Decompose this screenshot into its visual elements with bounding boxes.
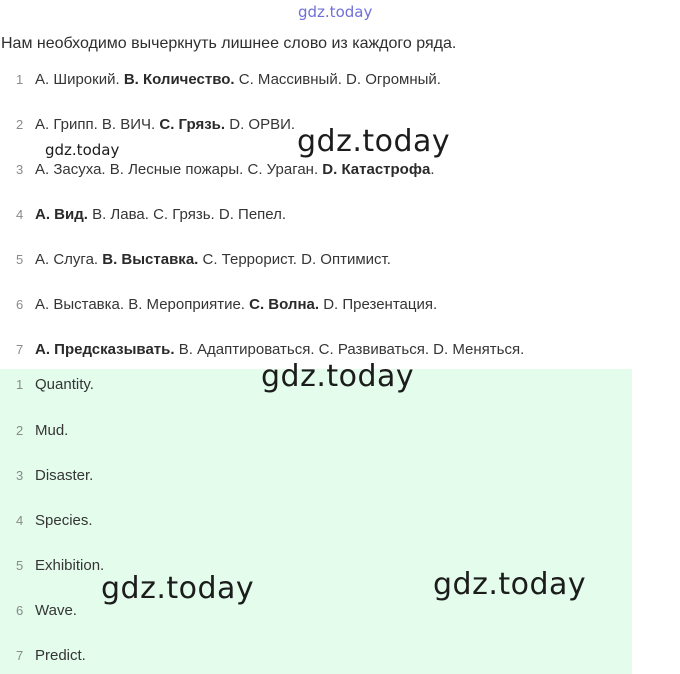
question-text (35, 339, 524, 361)
watermark: gdz.today (45, 141, 120, 159)
option-text: A. Выставка. B. Мероприятие. (35, 296, 250, 313)
question-number: 4 (16, 207, 24, 222)
option-text: D. Презентация. (319, 296, 438, 313)
answer-text: Exhibition. (35, 557, 105, 574)
task-instruction: Нам необходимо вычеркнуть лишнее слово из каждого ряда. (1, 35, 457, 52)
answer-text: Species. (35, 512, 93, 529)
question-text (35, 159, 435, 181)
question-number: 1 (16, 72, 24, 87)
answer-text: Quantity. (35, 376, 94, 393)
watermark: gdz.today (261, 359, 415, 394)
watermark: gdz.today (433, 567, 587, 602)
watermark: gdz.today (297, 124, 451, 159)
option-text: D. ОРВИ. (225, 116, 296, 133)
odd-word-answer: A. Предсказывать. (35, 341, 175, 358)
answer-text: Predict. (35, 647, 86, 664)
question-text (35, 114, 295, 136)
watermark-top: gdz.today (298, 3, 373, 21)
option-text: B. Адаптироваться. C. Развиваться. D. Меняться. (174, 341, 525, 358)
odd-word-answer: C. Грязь. (159, 116, 226, 133)
answer-number: 4 (16, 513, 24, 528)
option-text: A. Грипп. B. ВИЧ. (35, 116, 160, 133)
option-text: B. Лава. C. Грязь. D. Пепел. (87, 206, 287, 223)
answer-number: 1 (16, 377, 24, 392)
odd-word-answer: B. Выставка. (102, 251, 199, 268)
option-text: A. Засуха. B. Лесные пожары. C. Ураган. (35, 161, 323, 178)
option-text: A. Широкий. (35, 71, 124, 88)
answer-number: 6 (16, 603, 24, 618)
question-number: 5 (16, 252, 24, 267)
odd-word-answer: C. Волна. (249, 296, 320, 313)
question-number: 2 (16, 117, 24, 132)
answers-panel (0, 369, 632, 674)
answer-number: 7 (16, 648, 24, 663)
question-text (35, 294, 437, 316)
answer-number: 5 (16, 558, 24, 573)
option-text: C. Террорист. D. Оптимист. (198, 251, 391, 268)
odd-word-answer: A. Вид. (35, 206, 88, 223)
option-text: A. Слуга. (35, 251, 103, 268)
option-text: . (430, 161, 435, 178)
answer-text: Wave. (35, 602, 77, 619)
question-number: 7 (16, 342, 24, 357)
odd-word-answer: D. Катастрофа (322, 161, 431, 178)
question-text (35, 249, 391, 271)
answer-text: Disaster. (35, 467, 94, 484)
odd-word-answer: B. Количество. (123, 71, 235, 88)
watermark: gdz.today (101, 571, 255, 606)
answer-text: Mud. (35, 422, 69, 439)
question-text (35, 69, 441, 91)
question-number: 3 (16, 162, 24, 177)
answer-number: 3 (16, 468, 24, 483)
question-text (35, 204, 286, 226)
question-number: 6 (16, 297, 24, 312)
answer-number: 2 (16, 423, 24, 438)
option-text: C. Массивный. D. Огромный. (234, 71, 441, 88)
